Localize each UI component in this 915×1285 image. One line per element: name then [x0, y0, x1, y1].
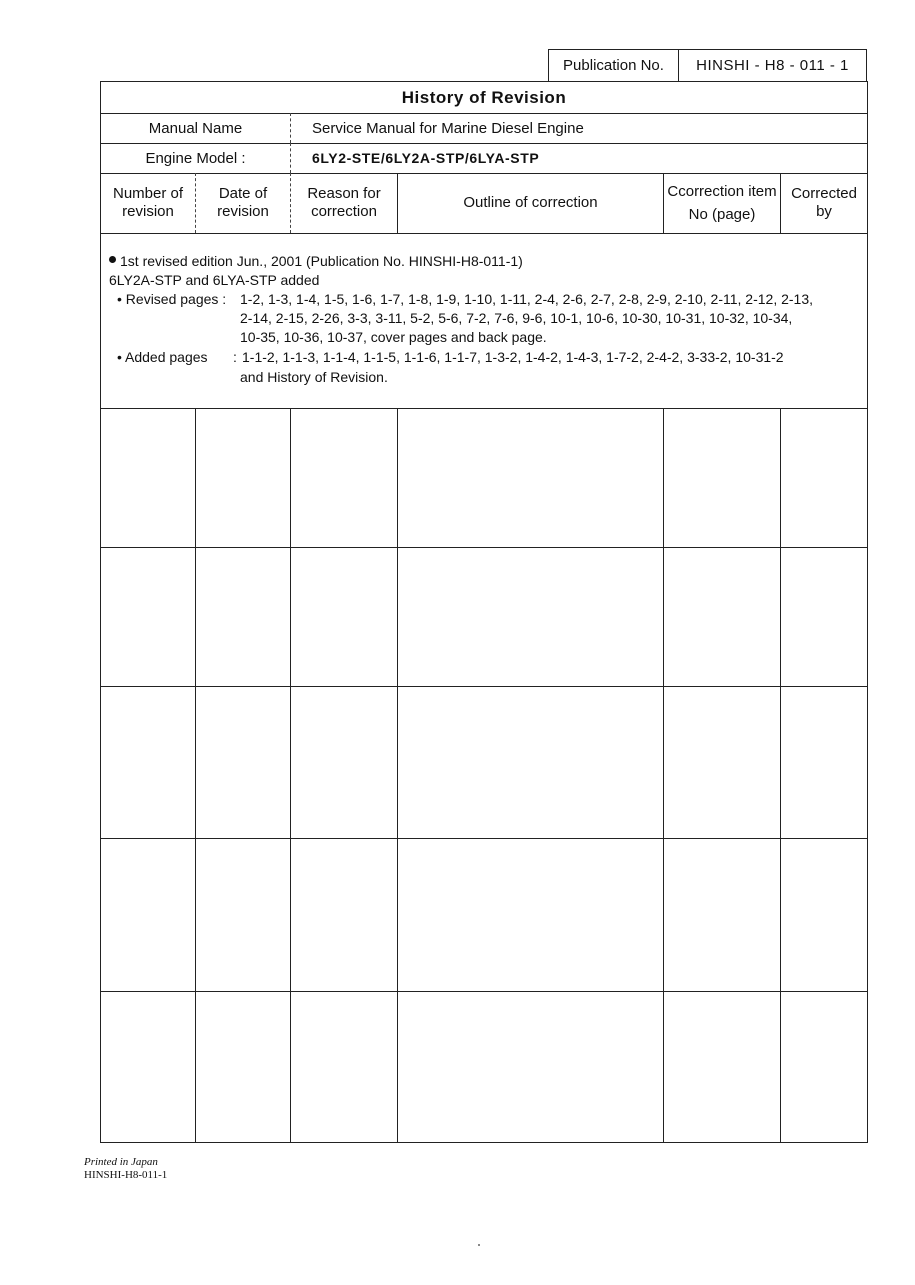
document-code-text: HINSHI-H8-011-1 — [84, 1169, 168, 1181]
print-footer — [84, 1156, 167, 1182]
header-date-line2: revision — [217, 203, 269, 220]
header-reason-line2: correction — [311, 203, 377, 220]
column-divider — [780, 408, 781, 547]
header-number-line2: revision — [122, 203, 174, 220]
empty-revision-row — [101, 408, 867, 548]
column-divider — [290, 687, 291, 838]
header-outline-of-correction — [398, 173, 664, 233]
column-divider — [290, 408, 291, 547]
column-divider — [290, 548, 291, 686]
empty-revision-row — [101, 548, 867, 687]
added-pages-line: 1-1-2, 1-1-3, 1-1-4, 1-1-5, 1-1-6, 1-1-7, 1-3-2, 1-4-2, 1-4-3, 1-7-2, 2-4-2, 3-33-2, 10-31-2 — [242, 349, 784, 365]
column-divider — [780, 839, 781, 991]
revised-pages-line: 2-14, 2-15, 2-26, 3-3, 3-11, 5-2, 5-6, 7-2, 7-6, 9-6, 10-1, 10-6, 10-30, 10-31, 10-32, 10-34, — [240, 310, 793, 326]
column-divider — [780, 548, 781, 686]
header-corrected-by — [781, 173, 867, 233]
column-divider — [397, 839, 398, 991]
column-divider — [397, 548, 398, 686]
column-header-row — [101, 173, 867, 234]
engine-model-row — [101, 143, 867, 174]
manual-name-value: Service Manual for Marine Diesel Engine — [312, 119, 584, 137]
column-divider — [663, 408, 664, 547]
edition-note: 1st revised edition Jun., 2001 (Publication No. HINSHI-H8-011-1) — [120, 253, 523, 269]
header-correction-item — [664, 173, 781, 233]
revised-pages-line: 1-2, 1-3, 1-4, 1-5, 1-6, 1-7, 1-8, 1-9, 1-10, 1-11, 2-4, 2-6, 2-7, 2-8, 2-9, 2-10, 2-11, 2-12, 2-13, — [240, 291, 814, 307]
header-by-line1: Corrected — [791, 185, 857, 202]
publication-number-label: Publication No. — [549, 50, 679, 81]
column-divider — [195, 548, 196, 686]
manual-name-row — [101, 113, 867, 144]
revised-pages-label: • Revised pages : — [117, 291, 227, 307]
engine-model-value: 6LY2-STE/6LY2A-STP/6LYA-STP — [312, 150, 540, 166]
column-divider — [397, 687, 398, 838]
models-added-note: 6LY2A-STP and 6LYA-STP added — [109, 272, 320, 288]
column-divider — [195, 408, 196, 547]
engine-model-label: Engine Model : — [101, 143, 291, 173]
column-divider — [290, 839, 291, 991]
column-divider — [290, 992, 291, 1142]
header-number-of-revision — [101, 173, 196, 233]
column-divider — [663, 687, 664, 838]
column-divider — [397, 408, 398, 547]
added-pages-label: • Added pages — [117, 349, 208, 365]
column-divider — [397, 992, 398, 1142]
header-date-of-revision — [196, 173, 291, 233]
manual-name-label: Manual Name — [101, 113, 291, 143]
header-number-line1: Number of — [112, 185, 184, 202]
bullet-icon — [109, 256, 116, 263]
publication-number-box — [548, 49, 867, 81]
header-outline-text: Outline of correction — [463, 194, 598, 211]
header-by-line2: by — [816, 203, 832, 220]
column-divider — [195, 687, 196, 838]
printed-in-japan-text: Printed in Japan — [84, 1156, 158, 1168]
column-divider — [780, 687, 781, 838]
empty-revision-row — [101, 839, 867, 992]
added-pages-colon: : — [233, 349, 237, 365]
empty-revision-row — [101, 992, 867, 1142]
revision-notes — [101, 234, 867, 409]
header-reason-for-correction — [291, 173, 398, 233]
column-divider — [195, 992, 196, 1142]
column-divider — [663, 548, 664, 686]
header-item-line2: No (page) — [688, 205, 756, 223]
scan-speck — [478, 1244, 480, 1246]
header-date-line1: Date of — [218, 185, 268, 202]
empty-revision-row — [101, 687, 867, 839]
header-reason-line1: Reason for — [307, 185, 381, 202]
column-divider — [195, 839, 196, 991]
publication-number-value: HINSHI - H8 - 011 - 1 — [696, 57, 849, 74]
page-title: History of Revision — [101, 82, 867, 114]
revision-history-sheet — [100, 81, 868, 1143]
column-divider — [780, 992, 781, 1142]
header-item-line1: Ccorrection item — [667, 182, 777, 200]
column-divider — [663, 992, 664, 1142]
added-pages-line: and History of Revision. — [240, 369, 388, 385]
revised-pages-line: 10-35, 10-36, 10-37, cover pages and back page. — [240, 329, 547, 345]
column-divider — [663, 839, 664, 991]
